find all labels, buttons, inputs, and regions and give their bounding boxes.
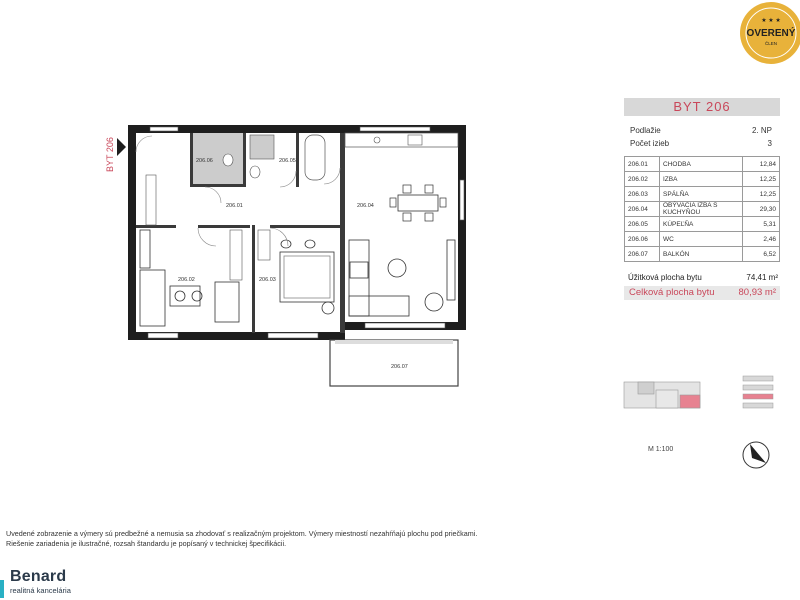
- table-row: 206.03 SPÁLŇA 12,25: [625, 187, 780, 202]
- total-area-label: Celková plocha bytu: [629, 287, 715, 298]
- north-arrow-icon: [743, 442, 769, 468]
- disclaimer: [6, 529, 706, 549]
- floor-label: Podlažie: [630, 126, 661, 135]
- disclaimer-line-1: Uvedené zobrazenie a výmery sú predbežné a nemusia sa zhodovať s realizačným projektom. Výmery miestností nezahŕňajú plochu pod priečkami.: [6, 529, 478, 538]
- label-206-06: 206.06: [196, 158, 213, 164]
- usable-area-value: 74,41 m²: [746, 273, 778, 282]
- floor-value: 2. NP: [751, 126, 772, 135]
- svg-text:★ ★ ★: ★ ★ ★: [761, 18, 781, 24]
- verified-member-badge-icon: [740, 2, 800, 64]
- total-area-value: 80,93 m²: [738, 287, 776, 298]
- label-206-07: 206.07: [391, 364, 408, 370]
- usable-area-row: [628, 273, 778, 282]
- floor-stack: [743, 376, 773, 408]
- table-row: 206.02 IZBA 12,25: [625, 172, 780, 187]
- unit-title: BYT 206: [624, 98, 780, 116]
- label-206-03: 206.03: [259, 277, 276, 283]
- disclaimer-line-2: Riešenie zariadenia je ilustračné, rozsah štandardu je popísaný v technickej špecifikácii.: [6, 539, 287, 548]
- table-row: 206.06 WC 2,46: [625, 232, 780, 247]
- room-area-table: [624, 156, 780, 262]
- balcony-outline: [330, 340, 458, 386]
- table-row: 206.04 OBÝVACIA IZBA S KUCHYŇOU 29,30: [625, 202, 780, 217]
- logo-subtitle: realitná kancelária: [10, 586, 71, 595]
- logo-name: Benard: [10, 568, 67, 585]
- label-206-05: 206.05: [279, 158, 296, 164]
- usable-area-label: Úžitková plocha bytu: [628, 273, 702, 282]
- label-206-02: 206.02: [178, 277, 195, 283]
- label-206-04: 206.04: [357, 203, 374, 209]
- rooms-value: 3: [767, 139, 772, 148]
- scale-label: M 1:100: [648, 446, 674, 453]
- badge-sub-text: ČLEN: [764, 41, 778, 46]
- table-row: 206.01 CHODBA 12,84: [625, 157, 780, 172]
- table-row: 206.05 KÚPEĽŇA 5,31: [625, 217, 780, 232]
- logo-accent-bar: [0, 580, 4, 598]
- entrance-arrow-icon: [117, 138, 126, 156]
- key-plan: [624, 382, 700, 408]
- table-row: 206.07 BALKÓN 6,52: [625, 247, 780, 262]
- label-206-01: 206.01: [226, 203, 243, 209]
- floor-row: [630, 126, 772, 135]
- rooms-label: Počet izieb: [630, 139, 670, 148]
- side-unit-label: BYT 206: [105, 137, 115, 172]
- rooms-row: [630, 139, 772, 148]
- badge-main-text: OVERENÝ: [746, 28, 796, 39]
- total-area-row: [624, 286, 780, 300]
